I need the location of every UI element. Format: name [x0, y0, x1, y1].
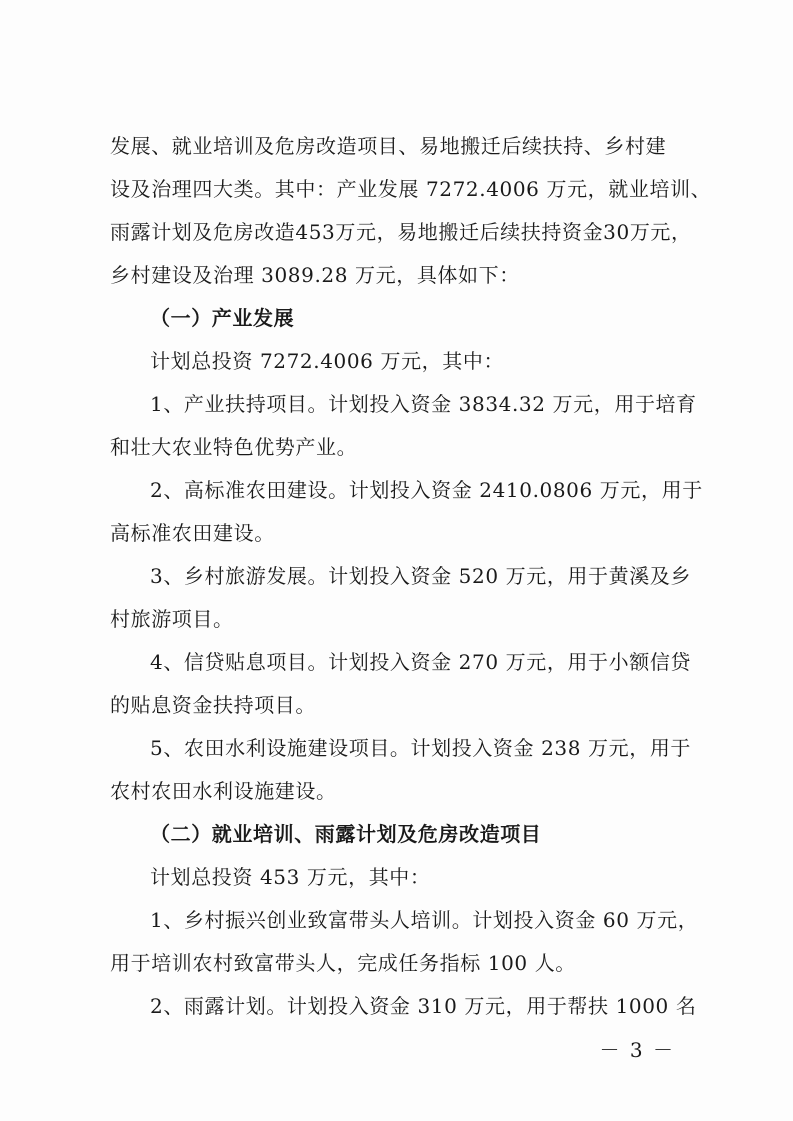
paragraph-start: 1、乡村振兴创业致富带头人培训。计划投入资金 60 万元， [150, 908, 699, 932]
paragraph-start: 2、高标准农田建设。计划投入资金 2410.0806 万元，用于 [150, 478, 703, 502]
section-heading-industry: （一）产业发展 [150, 306, 295, 330]
body-line: 乡村建设及治理 3089.28 万元，具体如下： [110, 263, 520, 287]
body-line: 发展、就业培训及危房改造项目、易地搬迁后续扶持、乡村建 [110, 134, 667, 158]
body-line: 雨露计划及危房改造453万元，易地搬迁后续扶持资金30万元， [110, 220, 692, 244]
paragraph-start: 2、雨露计划。计划投入资金 310 万元，用于帮扶 1000 名 [150, 994, 697, 1018]
paragraph-start: 1、产业扶持项目。计划投入资金 3834.32 万元，用于培育 [150, 392, 697, 416]
body-line: 的贴息资金扶持项目。 [110, 693, 316, 717]
body-line: 和壮大农业特色优势产业。 [110, 435, 358, 459]
paragraph-start: 5、农田水利设施建设项目。计划投入资金 238 万元，用于 [150, 736, 692, 760]
body-line: 高标准农田建设。 [110, 521, 275, 545]
paragraph-start: 计划总投资 453 万元，其中： [150, 865, 431, 889]
body-line: 设及治理四大类。其中：产业发展 7272.4006 万元，就业培训、 [110, 177, 712, 201]
body-line: 用于培训农村致富带头人，完成任务指标 100 人。 [110, 951, 576, 975]
paragraph-start: 4、信贷贴息项目。计划投入资金 270 万元，用于小额信贷 [150, 650, 692, 674]
page-number: － 3 － [599, 1038, 675, 1062]
document-body [110, 125, 712, 1028]
body-line: 农村农田水利设施建设。 [110, 779, 337, 803]
section-heading-training: （二）就业培训、雨露计划及危房改造项目 [150, 822, 542, 846]
paragraph-start: 3、乡村旅游发展。计划投入资金 520 万元，用于黄溪及乡 [150, 564, 692, 588]
body-line: 村旅游项目。 [110, 607, 234, 631]
paragraph-start: 计划总投资 7272.4006 万元，其中： [150, 349, 505, 373]
